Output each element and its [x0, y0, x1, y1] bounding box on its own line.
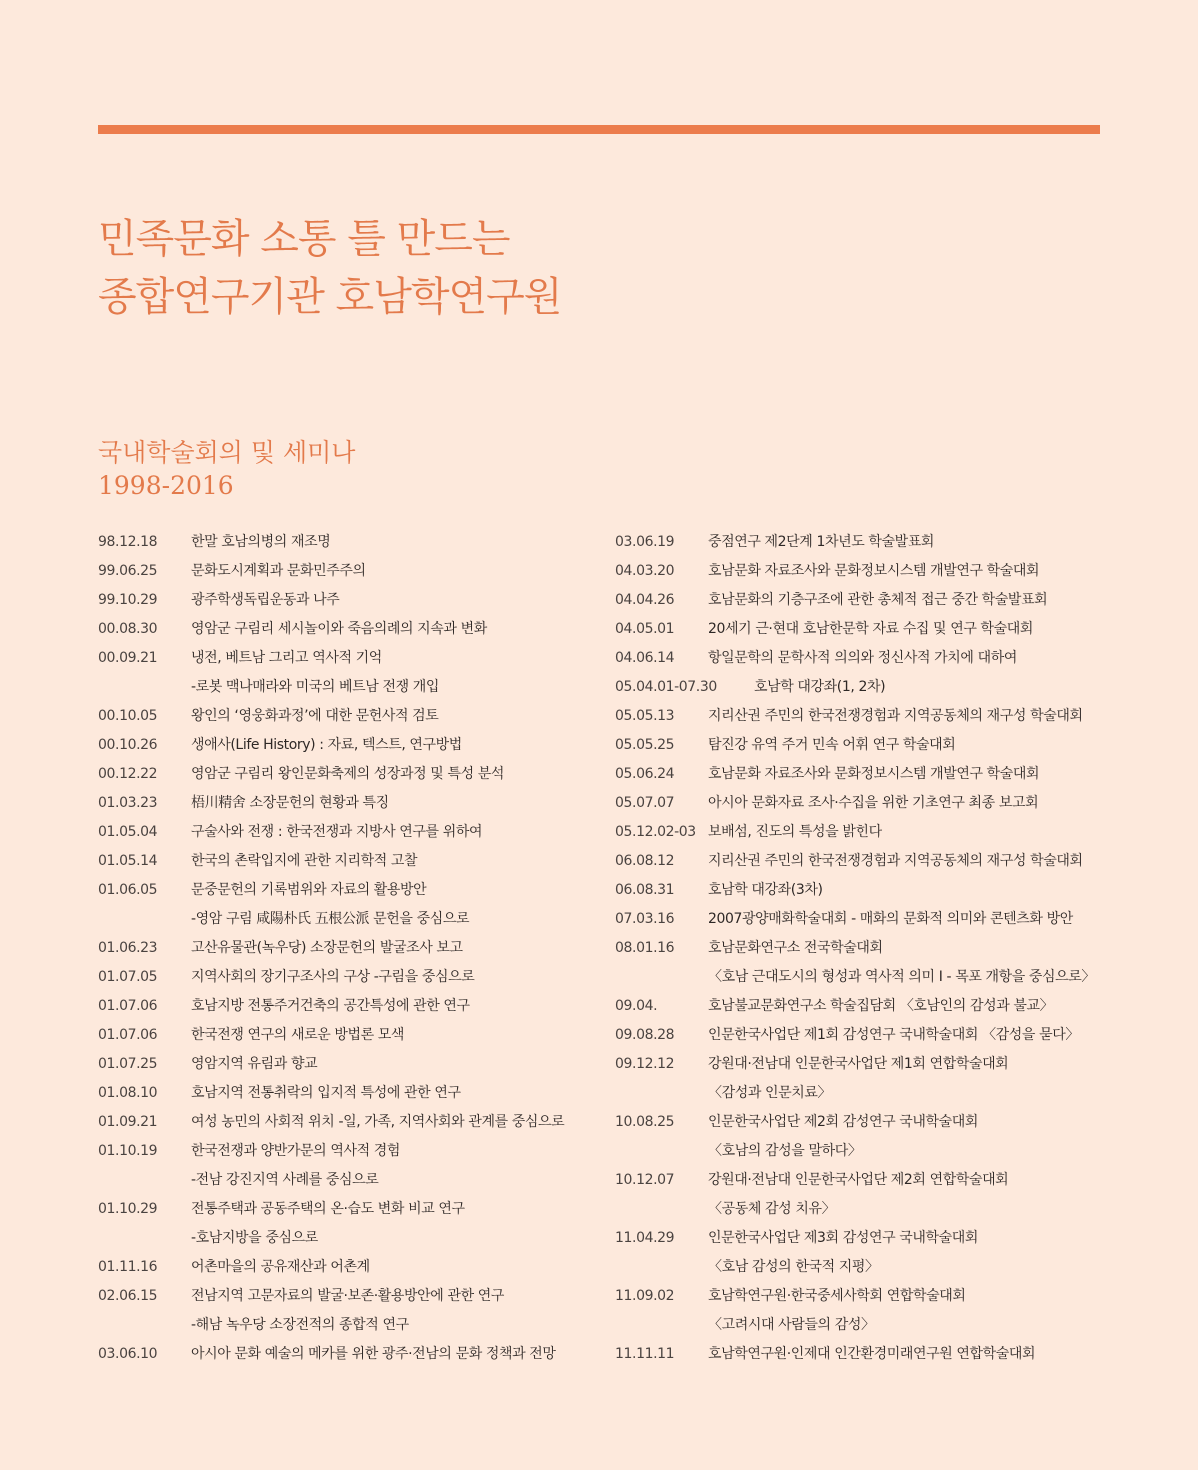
event-row: [615, 818, 1135, 847]
event-date: 03.06.10: [98, 1346, 158, 1362]
event-title: 강원대·전남대 인문한국사업단 제1회 연합학술대회: [708, 1056, 1009, 1072]
event-row: [98, 528, 603, 557]
event-date: 06.08.31: [615, 882, 675, 898]
event-date: 00.10.26: [98, 737, 158, 753]
event-title: 〈호남 감성의 한국적 지평〉: [708, 1259, 879, 1275]
event-row: [98, 1137, 603, 1166]
event-title: -영암 구림 咸陽朴氏 五根公派 문헌을 중심으로: [191, 911, 470, 927]
event-title: 탐진강 유역 주거 민속 어휘 연구 학술대회: [708, 737, 956, 753]
event-date: 01.07.05: [98, 969, 158, 985]
event-date: 01.06.05: [98, 882, 158, 898]
page-title-line-1: 민족문화 소통 틀 만드는: [98, 216, 510, 262]
event-row-continuation: [615, 1079, 1135, 1108]
event-title: -전남 강진지역 사례를 중심으로: [191, 1172, 379, 1188]
event-title: 보배섬, 진도의 특성을 밝힌다: [708, 824, 882, 840]
event-row: [98, 1195, 603, 1224]
event-date: 05.05.25: [615, 737, 675, 753]
event-title: 문중문헌의 기록범위와 자료의 활용방안: [191, 882, 427, 898]
event-title: 호남학 대강좌(3차): [708, 882, 823, 898]
event-title: 20세기 근·현대 호남한문학 자료 수집 및 연구 학술대회: [708, 621, 1034, 637]
event-date: 99.06.25: [98, 563, 158, 579]
event-date: 01.10.19: [98, 1143, 158, 1159]
event-row: [98, 1050, 603, 1079]
event-row: [98, 1021, 603, 1050]
event-row: [615, 905, 1135, 934]
event-date: 01.07.25: [98, 1056, 158, 1072]
event-title: 지리산권 주민의 한국전쟁경험과 지역공동체의 재구성 학술대회: [708, 708, 1083, 724]
event-title: 전통주택과 공동주택의 온·습도 변화 비교 연구: [191, 1201, 465, 1217]
event-date: 05.07.07: [615, 795, 675, 811]
event-row-continuation: [98, 1166, 603, 1195]
event-date: 00.09.21: [98, 650, 158, 666]
event-title: 호남학연구원·한국중세사학회 연합학술대회: [708, 1288, 966, 1304]
event-row: [98, 876, 603, 905]
event-row: [98, 557, 603, 586]
event-date: 01.05.04: [98, 824, 158, 840]
event-title: 〈감성과 인문치료〉: [708, 1085, 832, 1101]
event-row-continuation: [615, 1311, 1135, 1340]
section-heading-line-1: 국내학술회의 및 세미나: [98, 438, 356, 467]
event-date: 10.08.25: [615, 1114, 675, 1130]
event-row: [615, 1282, 1135, 1311]
event-title: 한말 호남의병의 재조명: [191, 534, 331, 550]
event-date: 03.06.19: [615, 534, 675, 550]
event-date: 99.10.29: [98, 592, 158, 608]
event-row: [615, 847, 1135, 876]
event-title: 냉전, 베트남 그리고 역사적 기억: [191, 650, 382, 666]
event-date: 01.10.29: [98, 1201, 158, 1217]
section-heading: [98, 436, 355, 502]
event-title: 호남문화의 기층구조에 관한 총체적 접근 중간 학술발표회: [708, 592, 1048, 608]
event-title: 아시아 문화자료 조사·수집을 위한 기초연구 최종 보고회: [708, 795, 1039, 811]
event-row: [615, 615, 1135, 644]
event-title: 지역사회의 장기구조사의 구상 -구림을 중심으로: [191, 969, 475, 985]
event-row: [98, 818, 603, 847]
event-title: 강원대·전남대 인문한국사업단 제2회 연합학술대회: [708, 1172, 1009, 1188]
page-title-line-2: 종합연구기관 호남학연구원: [98, 274, 562, 320]
event-date: 02.06.15: [98, 1288, 158, 1304]
event-row: [615, 586, 1135, 615]
event-title: 한국의 촌락입지에 관한 지리학적 고찰: [191, 853, 418, 869]
event-row: [615, 1166, 1135, 1195]
event-row: [615, 760, 1135, 789]
event-title: 한국전쟁 연구의 새로운 방법론 모색: [191, 1027, 405, 1043]
event-title: 지리산권 주민의 한국전쟁경험과 지역공동체의 재구성 학술대회: [708, 853, 1083, 869]
event-row: [615, 702, 1135, 731]
event-row: [615, 934, 1135, 963]
event-row: [98, 702, 603, 731]
event-row: [98, 586, 603, 615]
event-title: 호남문화연구소 전국학술대회: [708, 940, 883, 956]
event-row: [615, 1021, 1135, 1050]
event-title: 여성 농민의 사회적 위치 -일, 가족, 지역사회와 관계를 중심으로: [191, 1114, 565, 1130]
event-title: 영암지역 유림과 향교: [191, 1056, 318, 1072]
event-date: 01.08.10: [98, 1085, 158, 1101]
event-list-left: [98, 528, 603, 1369]
event-title: 영암군 구림리 왕인문화축제의 성장과정 및 특성 분석: [191, 766, 505, 782]
event-title: 호남문화 자료조사와 문화정보시스템 개발연구 학술대회: [708, 563, 1040, 579]
event-row: [615, 673, 1135, 702]
event-row: [98, 789, 603, 818]
event-date: 01.03.23: [98, 795, 158, 811]
event-title: 어촌마을의 공유재산과 어촌계: [191, 1259, 370, 1275]
event-row-continuation: [98, 673, 603, 702]
event-date: 04.03.20: [615, 563, 675, 579]
event-row: [615, 1224, 1135, 1253]
event-row: [98, 1108, 603, 1137]
event-title: 생애사(Life History) : 자료, 텍스트, 연구방법: [191, 737, 462, 753]
event-title: -호남지방을 중심으로: [191, 1230, 318, 1246]
event-row: [615, 1108, 1135, 1137]
event-row-continuation: [615, 963, 1135, 992]
event-title: 호남불교문화연구소 학술집담회 〈호남인의 감성과 불교〉: [708, 998, 1054, 1014]
event-date: 01.07.06: [98, 998, 158, 1014]
event-date: 00.10.05: [98, 708, 158, 724]
event-title: 왕인의 ‘영웅화과정’에 대한 문헌사적 검토: [191, 708, 439, 724]
event-date: 11.09.02: [615, 1288, 675, 1304]
event-title: 영암군 구림리 세시놀이와 죽음의례의 지속과 변화: [191, 621, 487, 637]
event-row: [98, 615, 603, 644]
event-title: 호남학연구원·인제대 인간환경미래연구원 연합학술대회: [708, 1346, 1036, 1362]
event-row: [98, 1079, 603, 1108]
event-title: 한국전쟁과 양반가문의 역사적 경험: [191, 1143, 401, 1159]
event-row: [615, 876, 1135, 905]
event-title: 호남지방 전통주거건축의 공간특성에 관한 연구: [191, 998, 470, 1014]
event-date: 01.06.23: [98, 940, 158, 956]
event-date: 01.07.06: [98, 1027, 158, 1043]
event-list-right: [615, 528, 1135, 1369]
event-row: [98, 963, 603, 992]
event-row: [615, 1050, 1135, 1079]
event-date: 09.12.12: [615, 1056, 675, 1072]
event-title: 호남지역 전통취락의 입지적 특성에 관한 연구: [191, 1085, 461, 1101]
section-heading-years: 1998-2016: [98, 471, 234, 500]
event-title: -해남 녹우당 소장전적의 종합적 연구: [191, 1317, 409, 1333]
event-date: 05.12.02-03: [615, 824, 696, 840]
event-title: 〈호남의 감성을 말하다〉: [708, 1143, 862, 1159]
event-title: 2007광양매화학술대회 - 매화의 문화적 의미와 콘텐츠화 방안: [708, 911, 1073, 927]
event-date: 06.08.12: [615, 853, 675, 869]
event-title: 광주학생독립운동과 나주: [191, 592, 340, 608]
event-row-continuation: [98, 1224, 603, 1253]
event-title: 인문한국사업단 제3회 감성연구 국내학술대회: [708, 1230, 979, 1246]
event-title: 梧川精舍 소장문헌의 현황과 특징: [191, 795, 389, 811]
event-date: 05.04.01-07.30: [615, 679, 717, 695]
event-title: 문화도시계획과 문화민주주의: [191, 563, 366, 579]
event-row: [615, 528, 1135, 557]
event-date: 04.06.14: [615, 650, 675, 666]
event-date: 01.11.16: [98, 1259, 158, 1275]
event-row: [98, 1253, 603, 1282]
event-title: 인문한국사업단 제2회 감성연구 국내학술대회: [708, 1114, 979, 1130]
event-date: 11.11.11: [615, 1346, 675, 1362]
event-row: [98, 760, 603, 789]
event-date: 09.04.: [615, 998, 658, 1014]
event-row-continuation: [615, 1195, 1135, 1224]
event-row-continuation: [98, 1311, 603, 1340]
event-date: 01.05.14: [98, 853, 158, 869]
event-row-continuation: [98, 905, 603, 934]
event-title: 항일문학의 문학사적 의의와 정신사적 가치에 대하여: [708, 650, 1017, 666]
event-title: 호남학 대강좌(1, 2차): [754, 679, 886, 695]
event-title: 〈공동체 감성 치유〉: [708, 1201, 836, 1217]
event-date: 05.05.13: [615, 708, 675, 724]
event-date: 05.06.24: [615, 766, 675, 782]
event-row: [98, 1282, 603, 1311]
top-accent-rule: [98, 125, 1100, 134]
event-row: [615, 644, 1135, 673]
event-date: 08.01.16: [615, 940, 675, 956]
event-row: [98, 992, 603, 1021]
event-title: 전남지역 고문자료의 발굴·보존·활용방안에 관한 연구: [191, 1288, 505, 1304]
event-title: 호남문화 자료조사와 문화정보시스템 개발연구 학술대회: [708, 766, 1040, 782]
event-title: 구술사와 전쟁 : 한국전쟁과 지방사 연구를 위하여: [191, 824, 483, 840]
event-title: 중점연구 제2단계 1차년도 학술발표회: [708, 534, 935, 550]
event-title: 고산유물관(녹우당) 소장문헌의 발굴조사 보고: [191, 940, 463, 956]
event-row: [615, 789, 1135, 818]
event-title: 인문한국사업단 제1회 감성연구 국내학술대회 〈감성을 묻다〉: [708, 1027, 1079, 1043]
event-title: 〈고려시대 사람들의 감성〉: [708, 1317, 875, 1333]
event-row: [98, 644, 603, 673]
event-date: 04.04.26: [615, 592, 675, 608]
event-date: 09.08.28: [615, 1027, 675, 1043]
event-row: [615, 731, 1135, 760]
event-row: [615, 1340, 1135, 1369]
event-date: 07.03.16: [615, 911, 675, 927]
page-title: [98, 210, 561, 326]
event-date: 00.08.30: [98, 621, 158, 637]
event-row: [98, 934, 603, 963]
event-row-continuation: [615, 1137, 1135, 1166]
event-row: [98, 731, 603, 760]
event-date: 04.05.01: [615, 621, 675, 637]
event-row: [98, 1340, 603, 1369]
event-date: 01.09.21: [98, 1114, 158, 1130]
event-date: 98.12.18: [98, 534, 158, 550]
event-row: [615, 992, 1135, 1021]
event-date: 11.04.29: [615, 1230, 675, 1246]
event-row-continuation: [615, 1253, 1135, 1282]
event-title: 〈호남 근대도시의 형성과 역사적 의미 Ⅰ - 목포 개항을 중심으로〉: [708, 969, 1096, 985]
event-date: 00.12.22: [98, 766, 158, 782]
event-row: [615, 557, 1135, 586]
event-title: 아시아 문화 예술의 메카를 위한 광주·전남의 문화 정책과 전망: [191, 1346, 556, 1362]
event-title: -로봇 맥나매라와 미국의 베트남 전쟁 개입: [191, 679, 440, 695]
event-row: [98, 847, 603, 876]
event-date: 10.12.07: [615, 1172, 675, 1188]
